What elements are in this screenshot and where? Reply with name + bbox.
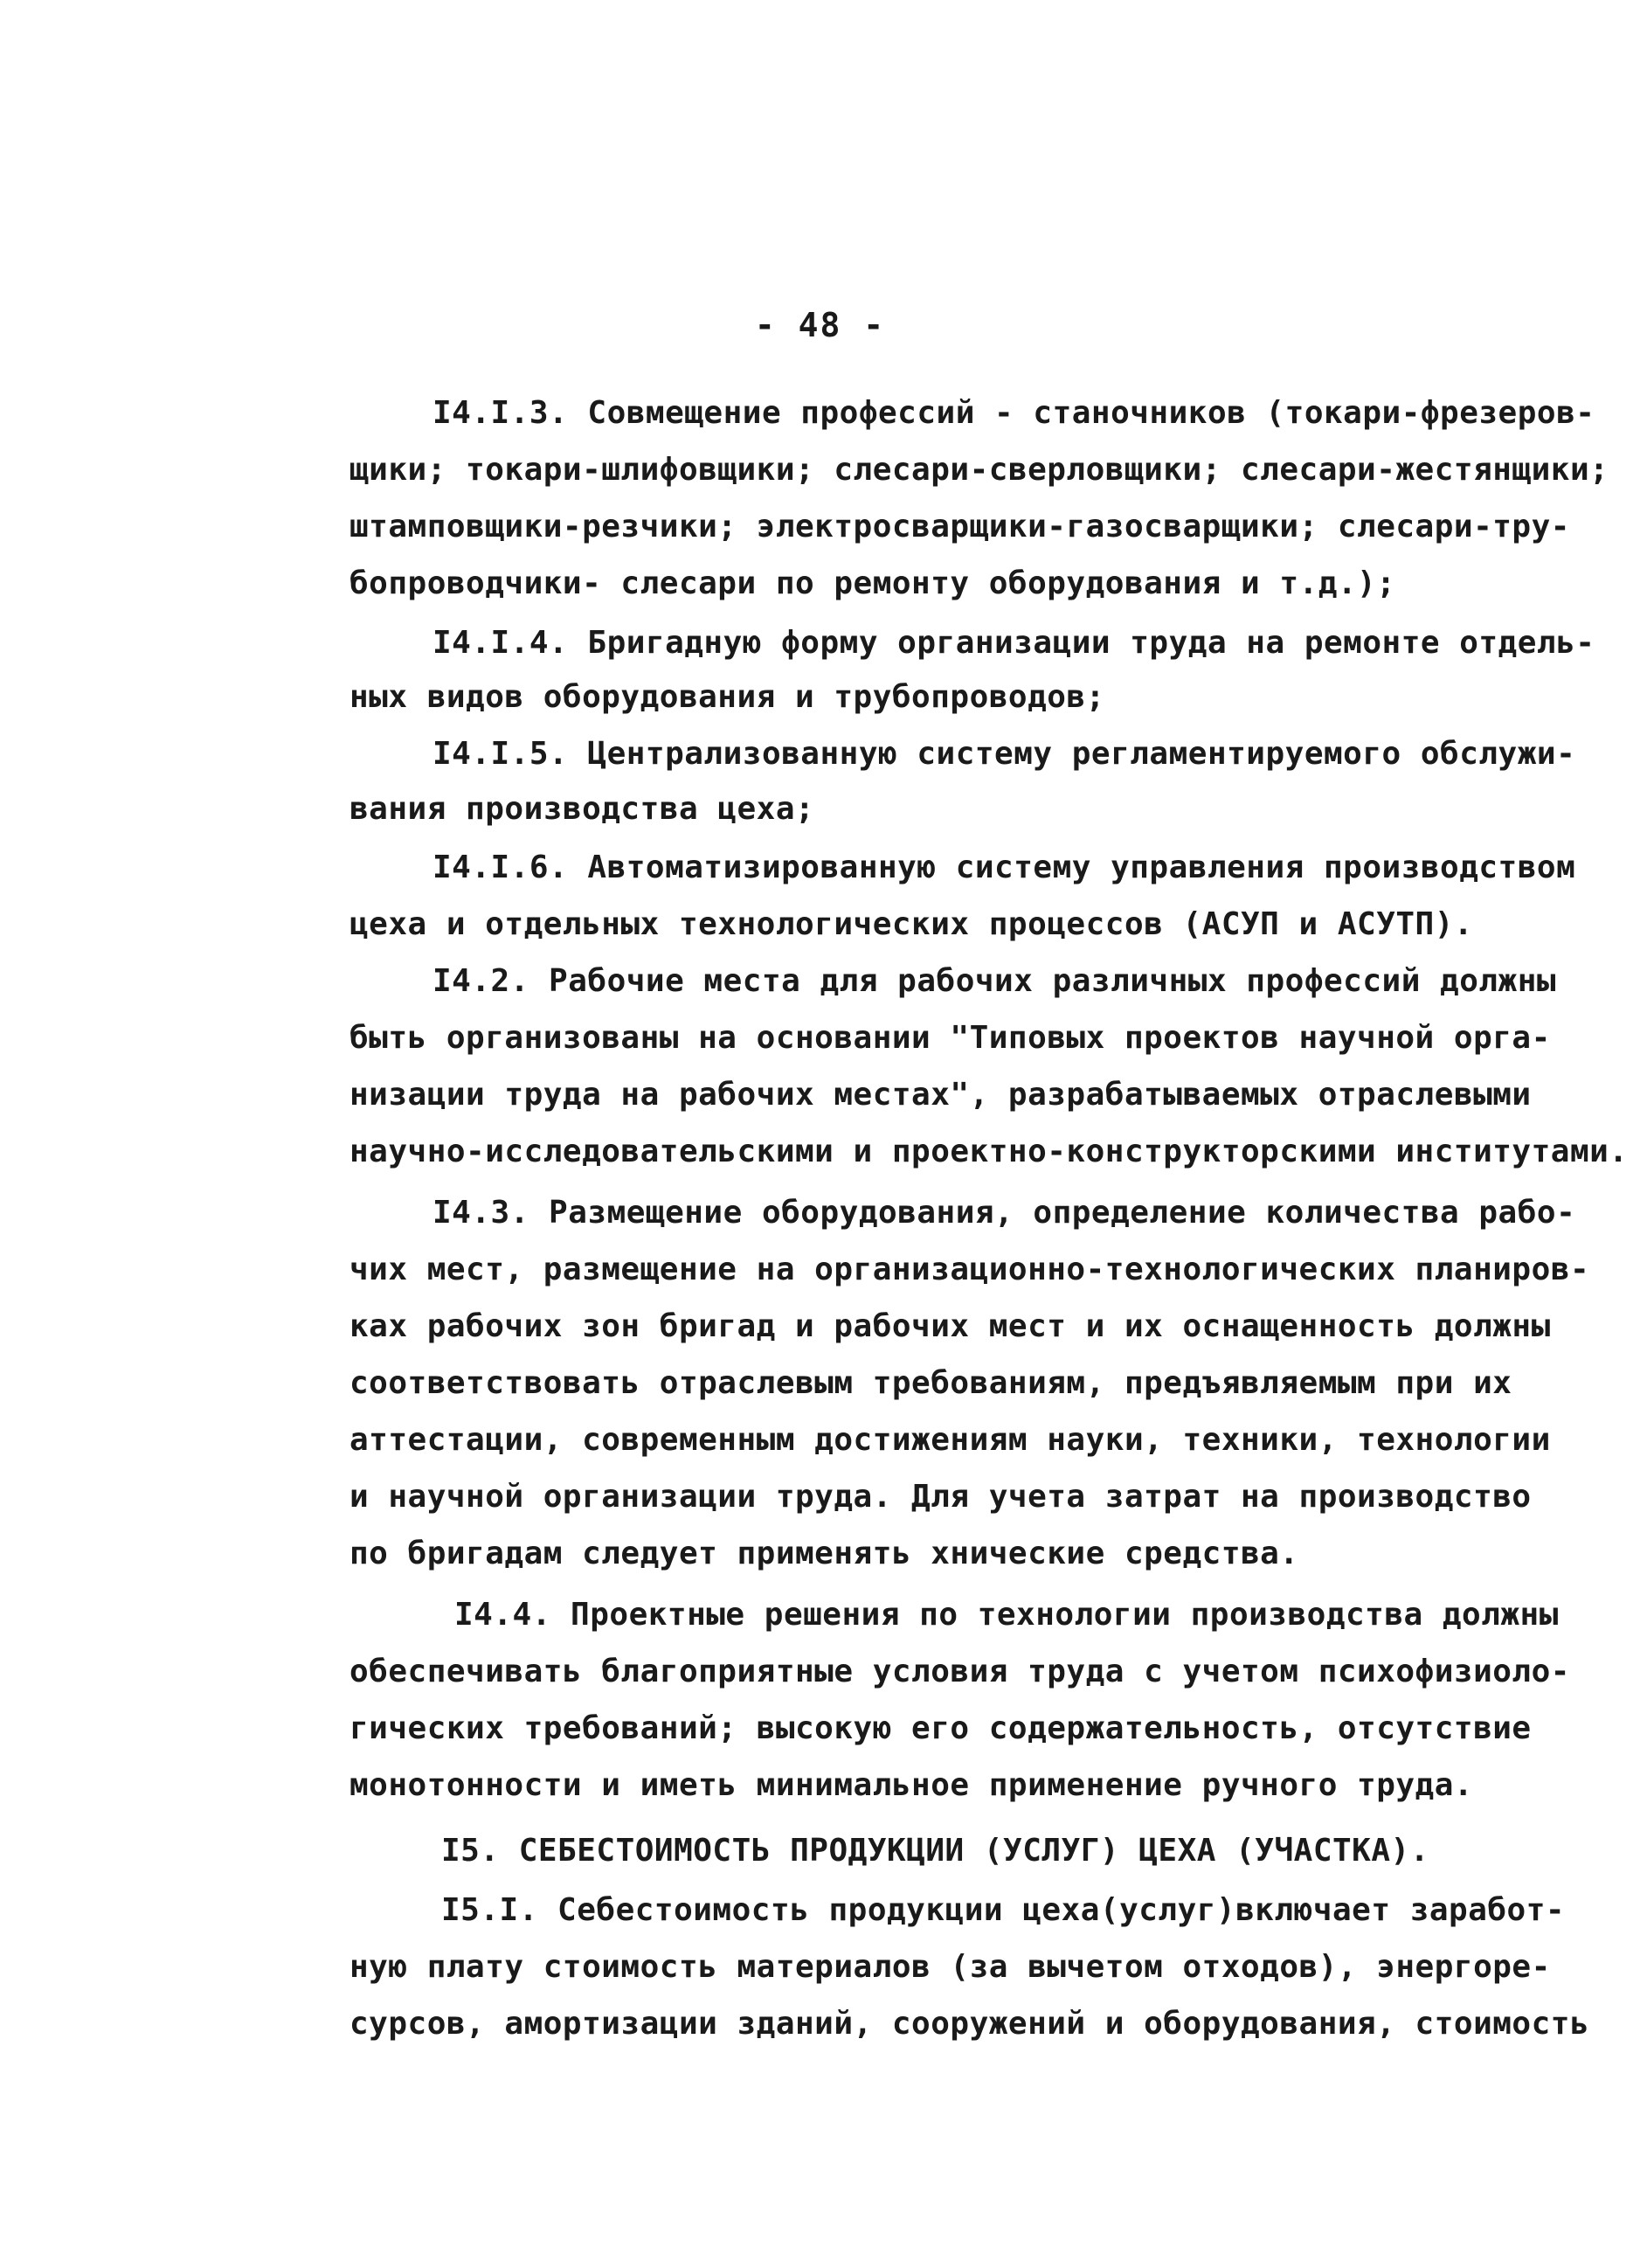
paragraph-line: ках рабочих зон бригад и рабочих мест и их оснащенность должны	[349, 1308, 1551, 1344]
paragraph-line: аттестации, современным достижениям науки, техники, технологии	[349, 1422, 1551, 1458]
paragraph-line: I4.I.6. Автоматизированную систему управления производством	[432, 850, 1576, 885]
paragraph-line: по бригадам следует применять хнические средства.	[349, 1536, 1299, 1571]
paragraph-line: гических требований; высокую его содержательность, отсутствие	[349, 1710, 1532, 1746]
page-number: - 48 -	[754, 306, 886, 344]
paragraph-line: I4.2. Рабочие места для рабочих различных профессий должны	[432, 963, 1557, 999]
paragraph-line: ную плату стоимость материалов (за вычетом отходов), энергоре-	[349, 1949, 1551, 1985]
paragraph-line: щики; токари-шлифовщики; слесари-сверловщики; слесари-жестянщики;	[349, 452, 1609, 488]
paragraph-line: обеспечивать благоприятные условия труда с учетом психофизиоло-	[349, 1654, 1570, 1689]
paragraph-line: вания производства цеха;	[349, 791, 815, 827]
paragraph-line: и научной организации труда. Для учета затрат на производство	[349, 1479, 1532, 1515]
paragraph-line: I4.I.4. Бригадную форму организации труда на ремонте отдель-	[432, 625, 1595, 661]
paragraph-line: I5.I. Себестоимость продукции цеха(услуг)включает заработ-	[441, 1892, 1566, 1928]
paragraph-line: чих мест, размещение на организационно-технологических планиров-	[349, 1252, 1590, 1287]
paragraph-line: сурсов, амортизации зданий, сооружений и оборудования, стоимость	[349, 2006, 1590, 2042]
section-heading: I5. СЕБЕСТОИМОСТЬ ПРОДУКЦИИ (УСЛУГ) ЦЕХА (УЧАСТКА).	[441, 1833, 1429, 1869]
paragraph-line: соответствовать отраслевым требованиям, предъявляемым при их	[349, 1365, 1512, 1401]
paragraph-line: ных видов оборудования и трубопроводов;	[349, 679, 1105, 715]
paragraph-line: научно-исследовательскими и проектно-конструкторскими институтами.	[349, 1134, 1629, 1169]
paragraph-line: I4.I.3. Совмещение профессий - станочников (токари-фрезеров-	[432, 395, 1595, 431]
paragraph-line: быть организованы на основании "Типовых проектов научной орга-	[349, 1020, 1551, 1056]
paragraph-line: монотонности и иметь минимальное применение ручного труда.	[349, 1767, 1474, 1803]
paragraph-line: бопроводчики- слесари по ремонту оборудования и т.д.);	[349, 565, 1396, 601]
paragraph-line: цеха и отдельных технологических процессов (АСУП и АСУТП).	[349, 906, 1474, 942]
paragraph-line: I4.I.5. Централизованную систему регламентируемого обслужи-	[432, 736, 1576, 772]
paragraph-line: I4.4. Проектные решения по технологии производства должны	[454, 1597, 1559, 1633]
paragraph-line: низации труда на рабочих местах", разрабатываемых отраслевыми	[349, 1077, 1532, 1113]
paragraph-line: штамповщики-резчики; электросварщики-газосварщики; слесари-тру-	[349, 509, 1570, 544]
paragraph-line: I4.3. Размещение оборудования, определение количества рабо-	[432, 1195, 1576, 1231]
